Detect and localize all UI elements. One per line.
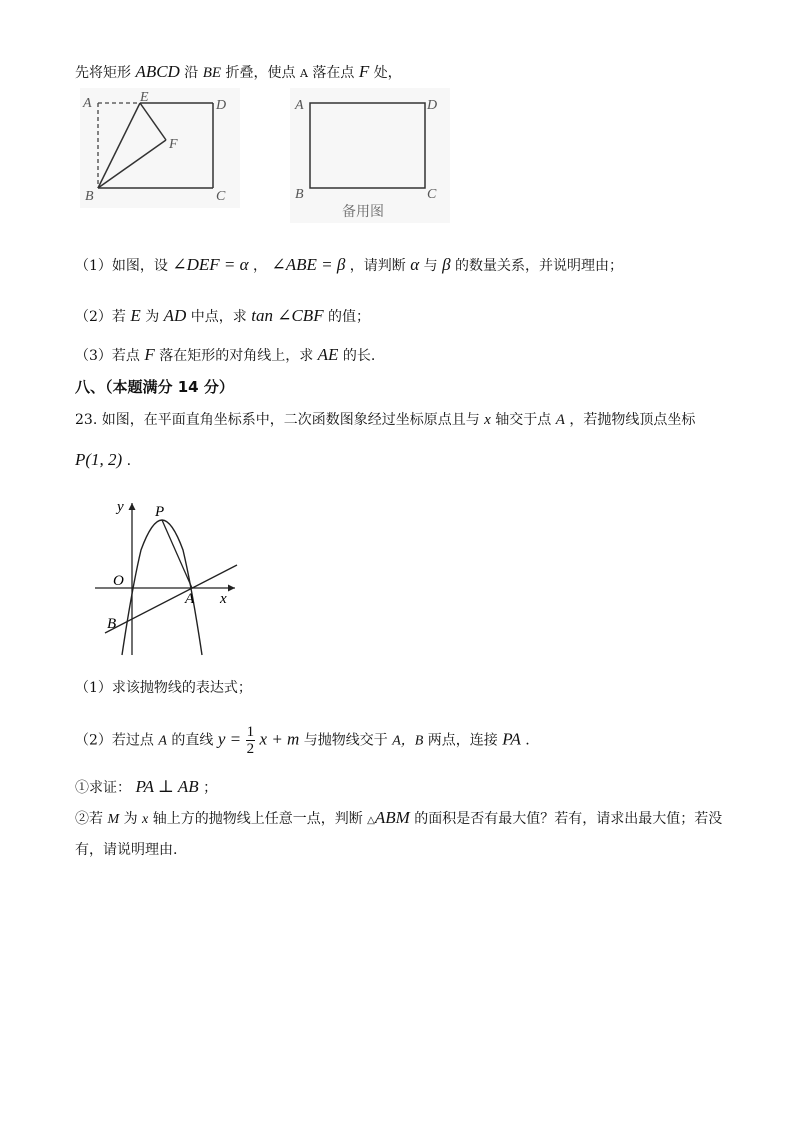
question-3 [75,345,375,366]
label-y: y [117,499,124,515]
label-c: C [216,189,226,204]
figure-folded-rectangle [80,88,240,208]
label-x: x [220,591,227,607]
label-b: B [107,616,117,632]
math-beta: β [442,255,451,274]
q3-text: 的长. [342,348,376,364]
label-f: F [169,137,178,152]
math-be: BE [202,65,222,81]
proof-item-2-line1 [75,808,722,831]
math-pa: PA [502,729,521,749]
frac-denominator: 2 [246,741,255,757]
s3-text: ①求证： [75,780,131,796]
math-tan-cbf: tan ∠CBF [251,306,324,325]
math-y-eq: y = [217,729,242,749]
question-2 [75,306,370,327]
x-axis-arrow [228,585,235,592]
subquestion-2 [75,724,530,757]
s4-text: ②若 [75,811,103,827]
figure-parabola-graph [95,495,255,660]
math-m: M [107,812,120,827]
line-ab [105,565,237,633]
p23-text: 23. 如图，在平面直角坐标系中，二次函数图象经过坐标原点且与 [75,412,480,428]
math-ae: AE [317,345,339,364]
label-b: B [295,187,304,202]
math-vertex-p: P(1, 2) [75,450,123,469]
s4-text: 有，请说明理由. [75,842,178,858]
figure-spare-rectangle [290,88,450,223]
problem-23-line2 [75,450,131,471]
intro-text: 折叠，使点 [225,65,296,81]
math-a: A [555,412,565,428]
label-a: A [295,98,304,113]
q1-text: （1）如图，设 [75,258,168,274]
math-ab: A，B [392,733,424,749]
math-alpha: α [410,255,420,274]
s1-text: （1）求该抛物线的表达式； [75,680,252,696]
math-x-plus-m: x + m [259,729,300,749]
label-b: B [85,189,94,204]
label-a: A [83,96,92,111]
intro-line [75,62,402,84]
question-1 [75,255,623,276]
q2-text: 的值； [328,309,371,325]
s2-text: 两点，连接 [427,732,498,749]
q2-text: 中点，求 [190,309,247,325]
math-ad: AD [163,306,187,325]
s2-text: . [525,732,530,749]
s4-text: 轴上方的抛物线上任意一点，判断 [152,811,363,827]
s4-text: 为 [123,811,138,827]
q2-text: 为 [145,309,160,325]
q1-text: 的数量关系，并说明理由； [454,258,623,274]
q3-text: 落在矩形的对角线上，求 [159,348,314,364]
math-f: F [144,345,155,364]
math-abcd: ABCD [135,62,180,81]
label-d: D [427,98,438,113]
frac-numerator: 1 [246,724,255,740]
label-c: C [427,187,437,202]
math-abm: ABM [374,808,410,827]
math-pa-perp-ab: PA ⊥ AB [135,777,199,796]
math-x: x [484,412,491,428]
y-axis-arrow [129,503,136,510]
q1-text: 与 [423,258,438,274]
problem-23-line1 [75,410,695,430]
subquestion-1 [75,678,252,698]
q3-text: （3）若点 [75,348,140,364]
math-f: F [358,62,370,81]
q1-text: ， [253,258,268,274]
math-a: A [299,67,308,80]
segment-pa [162,520,192,588]
p23-text: ，若抛物线顶点坐标 [569,412,696,428]
s2-text: 与抛物线交于 [303,732,388,749]
math-angle-def: ∠DEF = α [172,255,249,274]
s2-text: （2）若过点 [75,732,154,749]
intro-text: 沿 [184,65,199,81]
triangle-symbol: △ [367,815,375,826]
math-angle-abe: ∠ABE = β [271,255,346,274]
proof-item-1 [75,777,217,798]
q2-text: （2）若 [75,309,126,325]
intro-text: 先将矩形 [75,65,131,81]
label-p: P [155,504,165,520]
proof-item-2-line2 [75,840,177,860]
p23-text: . [126,453,132,469]
math-e: E [130,306,141,325]
s2-text: 的直线 [171,732,214,749]
math-a: A [158,733,167,749]
s3-text: ； [203,780,218,796]
math-x: x [142,812,149,827]
label-o: O [113,573,124,589]
intro-text: 处， [373,65,402,81]
section-heading: 八、（本题满分 14 分） [75,378,234,396]
s4-text: 的面积是否有最大值？若有，请求出最大值；若没 [414,811,723,827]
fraction-one-half [246,724,256,757]
label-a: A [185,591,195,607]
label-d: D [216,98,227,113]
q1-text: ，请判断 [349,258,406,274]
figure-caption: 备用图 [342,204,384,220]
intro-text: 落在点 [312,65,355,81]
label-e: E [140,90,149,105]
p23-text: 轴交于点 [495,412,552,428]
